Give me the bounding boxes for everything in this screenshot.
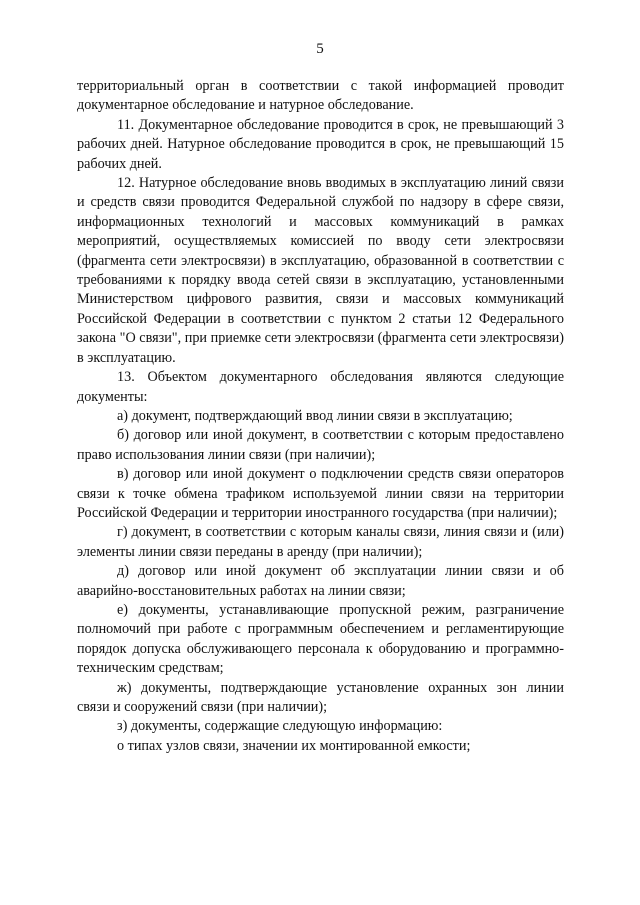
page-number: 5 xyxy=(316,41,324,57)
subitem-g: г) документ, в соответствии с которым каналы связи, линия связи и (или) элементы линии связи переданы в аренду (при наличии); xyxy=(77,524,564,560)
paragraph-item-11: 11. Документарное обследование проводится в срок, не превышающий 3 рабочих дней. Натурное обследование проводится в срок, не превышающий 15 рабочих дней. xyxy=(77,116,564,172)
subitem-d: д) договор или иной документ об эксплуатации линии связи и об аварийно-восстановительных работах на линии связи; xyxy=(77,563,564,599)
subitem-z: з) документы, содержащие следующую информацию: xyxy=(117,718,443,735)
paragraph-continuation: территориальный орган в соответствии с такой информацией проводит документарное обследование и натурное обследование. xyxy=(77,78,564,114)
paragraph-item-12: 12. Натурное обследование вновь вводимых в эксплуатацию линий связи и средств связи проводится Федеральной службой по надзору в сфере связи, информационных технологий и массовых коммуникаций в рамках мероприятий, осуществляемых комиссией по вводу сети электросвязи (фрагмента сети электросвязи) в эксплуатацию, образованной в соответствии с требованиями к порядку ввода сетей связи в эксплуатацию, установленными Министерством цифрового развития, связи и массовых коммуникаций Российской Федерации в соответствии с пунктом 2 статьи 12 Федерального закона "О связи", при приемке сети электросвязи (фрагмента сети электросвязи) в эксплуатацию. xyxy=(77,175,564,366)
subitem-e: е) документы, устанавливающие пропускной режим, разграничение полномочий при работе с программным обеспечением и регламентирующие порядок допуска обслуживающего персонала к оборудованию и программно-техническим средствам; xyxy=(77,601,564,677)
document-body xyxy=(77,77,564,756)
subitem-zh: ж) документы, подтверждающие установление охранных зон линии связи и сооружений связи (при наличии); xyxy=(77,679,564,715)
subitem-b: б) договор или иной документ, в соответствии с которым предоставлено право использования линии связи (при наличии); xyxy=(77,427,564,463)
paragraph-item-13: 13. Объектом документарного обследования являются следующие документы: xyxy=(77,369,564,405)
subitem-a: а) документ, подтверждающий ввод линии связи в эксплуатацию; xyxy=(117,407,513,424)
subitem-v: в) договор или иной документ о подключении средств связи операторов связи к точке обмена трафиком используемой линии связи на территории Российской Федерации и территории иностранного государства (при наличии); xyxy=(77,466,564,521)
subitem-z-detail: о типах узлов связи, значении их монтированной емкости; xyxy=(117,737,471,754)
